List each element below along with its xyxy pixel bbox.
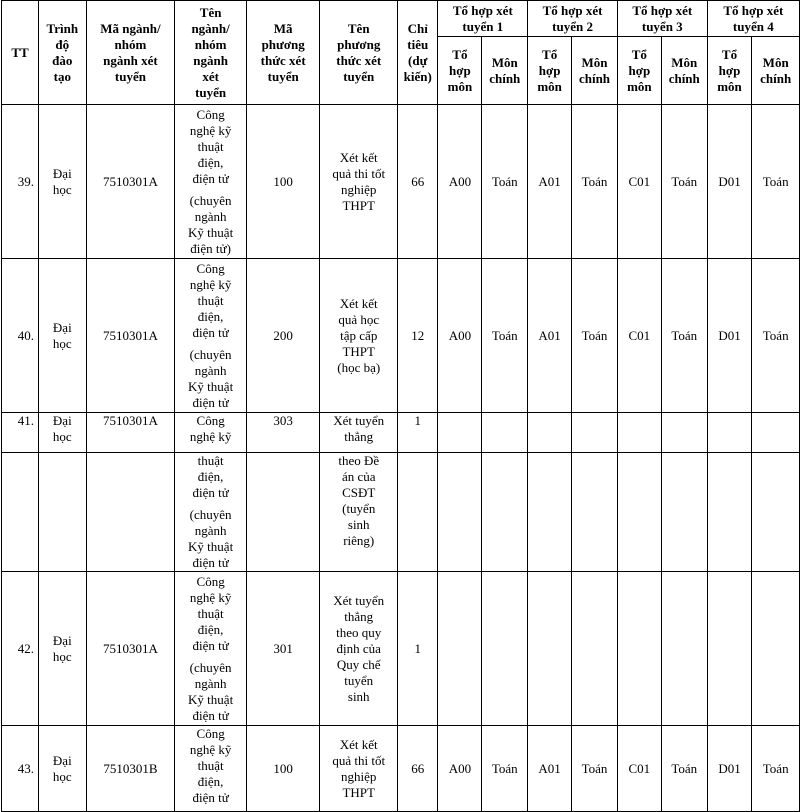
cell-tt: 42. — [2, 572, 39, 726]
cell-empty — [572, 413, 618, 453]
cell-empty — [707, 413, 752, 453]
cell-ma-nganh: 7510301A — [86, 105, 175, 259]
header-mon-chinh: Môn chính — [752, 37, 800, 105]
cell-ma-pt: 200 — [246, 259, 320, 413]
cell-mon-chinh: Toán — [661, 726, 707, 812]
header-ten-phuong-thuc: Tên phương thức xét tuyển — [320, 1, 398, 105]
cell-empty — [661, 572, 707, 726]
cell-empty — [438, 413, 482, 453]
cell-ten-pt: Xét tuyển thẳng — [320, 413, 398, 453]
cell-empty — [572, 572, 618, 726]
header-to-hop-1: Tổ hợp xét tuyển 1 — [438, 1, 528, 37]
header-to-hop-mon: Tổ hợp môn — [528, 37, 572, 105]
cell-empty — [482, 453, 528, 572]
cell-trinh-do: Đại học — [39, 413, 87, 453]
cell-empty — [707, 453, 752, 572]
cell-to-hop: A01 — [528, 259, 572, 413]
header-to-hop-mon: Tổ hợp môn — [617, 37, 661, 105]
cell-mon-chinh: Toán — [661, 105, 707, 259]
cell-tt: 41. — [2, 413, 39, 453]
cell-ten-pt: Xét kết quả thi tốt nghiệp THPT — [320, 105, 398, 259]
cell-empty — [572, 453, 618, 572]
header-mon-chinh: Môn chính — [661, 37, 707, 105]
header-chi-tieu: Chỉ tiêu (dự kiến) — [398, 1, 438, 105]
cell-empty — [438, 572, 482, 726]
cell-to-hop: D01 — [707, 726, 752, 812]
cell-empty — [661, 453, 707, 572]
cell-chi-tieu: 66 — [398, 105, 438, 259]
cell-ten-nganh: thuật điện, điện tử (chuyên ngành Kỹ thuật điện tử — [175, 453, 247, 572]
cell-to-hop: A01 — [528, 726, 572, 812]
header-ten-nganh: Tên ngành/ nhóm ngành xét tuyển — [175, 1, 247, 105]
cell-tt: 40. — [2, 259, 39, 413]
cell-to-hop: A00 — [438, 259, 482, 413]
cell-ma-pt: 100 — [246, 726, 320, 812]
cell-empty — [617, 453, 661, 572]
cell-ma-nganh: 7510301A — [86, 259, 175, 413]
cell-empty — [482, 572, 528, 726]
cell-chi-tieu: 12 — [398, 259, 438, 413]
cell-mon-chinh: Toán — [482, 105, 528, 259]
cell-ma-nganh: 7510301A — [86, 572, 175, 726]
table-row — [2, 413, 800, 453]
cell-to-hop: A00 — [438, 105, 482, 259]
cell-ma-pt: 100 — [246, 105, 320, 259]
header-row-1 — [2, 1, 800, 37]
cell-empty — [86, 453, 175, 572]
header-tt: TT — [2, 1, 39, 105]
cell-empty — [707, 572, 752, 726]
cell-ten-pt: Xét kết quả học tập cấp THPT (học bạ) — [320, 259, 398, 413]
header-ma-phuong-thuc: Mã phương thức xét tuyển — [246, 1, 320, 105]
cell-to-hop: C01 — [617, 105, 661, 259]
cell-empty — [617, 572, 661, 726]
cell-mon-chinh: Toán — [572, 259, 618, 413]
cell-empty — [661, 413, 707, 453]
cell-chi-tieu: 66 — [398, 726, 438, 812]
header-to-hop-2: Tổ hợp xét tuyển 2 — [528, 1, 618, 37]
cell-mon-chinh: Toán — [752, 259, 800, 413]
cell-trinh-do: Đại học — [39, 105, 87, 259]
cell-trinh-do: Đại học — [39, 572, 87, 726]
cell-empty — [438, 453, 482, 572]
cell-ten-pt: Xét tuyển thẳng theo quy định của Quy chế tuyển sinh — [320, 572, 398, 726]
cell-to-hop: D01 — [707, 105, 752, 259]
cell-to-hop: C01 — [617, 259, 661, 413]
cell-ten-pt: Xét kết quả thi tốt nghiệp THPT — [320, 726, 398, 812]
cell-ten-nganh: Công nghệ kỹ — [175, 413, 247, 453]
header-to-hop-mon: Tổ hợp môn — [438, 37, 482, 105]
header-to-hop-4: Tổ hợp xét tuyển 4 — [707, 1, 799, 37]
cell-ten-pt: theo Đề án của CSĐT (tuyển sinh riêng) — [320, 453, 398, 572]
admission-table — [1, 0, 800, 812]
cell-tt: 39. — [2, 105, 39, 259]
cell-chi-tieu: 1 — [398, 572, 438, 726]
cell-mon-chinh: Toán — [661, 259, 707, 413]
cell-mon-chinh: Toán — [572, 105, 618, 259]
cell-empty — [617, 413, 661, 453]
header-to-hop-3: Tổ hợp xét tuyển 3 — [617, 1, 707, 37]
table-row — [2, 726, 800, 812]
cell-mon-chinh: Toán — [572, 726, 618, 812]
table-row — [2, 572, 800, 726]
cell-empty — [482, 413, 528, 453]
cell-empty — [528, 572, 572, 726]
cell-empty — [752, 413, 800, 453]
cell-empty — [2, 453, 39, 572]
cell-empty — [39, 453, 87, 572]
cell-mon-chinh: Toán — [752, 726, 800, 812]
cell-ma-pt: 303 — [246, 413, 320, 453]
cell-mon-chinh: Toán — [482, 259, 528, 413]
table-row — [2, 105, 800, 259]
cell-ma-nganh: 7510301B — [86, 726, 175, 812]
table-row — [2, 259, 800, 413]
header-ma-nganh: Mã ngành/ nhóm ngành xét tuyển — [86, 1, 175, 105]
cell-tt: 43. — [2, 726, 39, 812]
cell-trinh-do: Đại học — [39, 726, 87, 812]
cell-empty — [528, 413, 572, 453]
header-mon-chinh: Môn chính — [482, 37, 528, 105]
cell-ten-nganh: Công nghệ kỹ thuật điện, điện tử (chuyên ngành Kỹ thuật điện tử — [175, 572, 247, 726]
cell-to-hop: D01 — [707, 259, 752, 413]
cell-ten-nganh: Công nghệ kỹ thuật điện, điện tử (chuyên ngành Kỹ thuật điện tử) — [175, 105, 247, 259]
header-trinh-do: Trình độ đào tạo — [39, 1, 87, 105]
header-mon-chinh: Môn chính — [572, 37, 618, 105]
cell-chi-tieu: 1 — [398, 413, 438, 453]
cell-mon-chinh: Toán — [752, 105, 800, 259]
cell-empty — [398, 453, 438, 572]
cell-to-hop: A01 — [528, 105, 572, 259]
cell-ten-nganh: Công nghệ kỹ thuật điện, điện tử (chuyên ngành Kỹ thuật điện tử — [175, 259, 247, 413]
cell-empty — [246, 453, 320, 572]
cell-to-hop: C01 — [617, 726, 661, 812]
cell-ma-nganh: 7510301A — [86, 413, 175, 453]
cell-ten-nganh: Công nghệ kỹ thuật điện, điện tử — [175, 726, 247, 812]
cell-ma-pt: 301 — [246, 572, 320, 726]
header-to-hop-mon: Tổ hợp môn — [707, 37, 752, 105]
cell-empty — [528, 453, 572, 572]
cell-to-hop: A00 — [438, 726, 482, 812]
cell-mon-chinh: Toán — [482, 726, 528, 812]
cell-empty — [752, 453, 800, 572]
table-row-continuation — [2, 453, 800, 572]
cell-empty — [752, 572, 800, 726]
cell-trinh-do: Đại học — [39, 259, 87, 413]
